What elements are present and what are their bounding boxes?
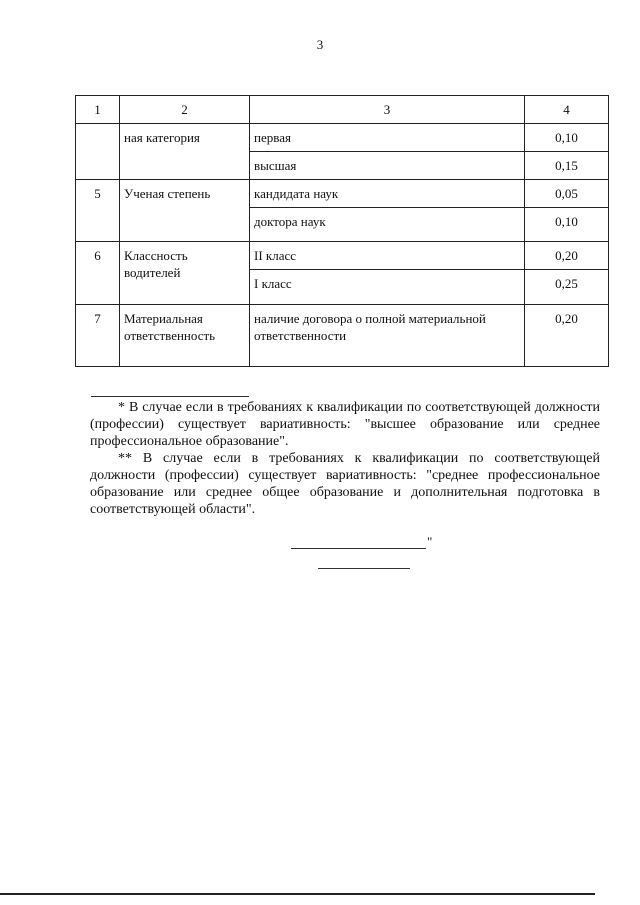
header-col-4: 4 [525, 96, 609, 124]
row-factor: Ученая степень [120, 180, 250, 242]
row-item-label: II класс [250, 242, 525, 270]
row-factor: ная категория [120, 124, 250, 180]
footnote-2: ** В случае если в требованиях к квалификации по соответствующей должности (профессии) существует вариативность: "среднее профессиональное образование или среднее общее образование и дополнительная подготовка в соответствующей области". [90, 451, 600, 517]
row-factor: Классность водителей [120, 242, 250, 305]
row-number: 5 [76, 180, 120, 242]
row-item-value: 0,20 [525, 305, 609, 367]
row-item-label: высшая [250, 152, 525, 180]
page-number: 3 [316, 37, 324, 52]
table-row [76, 124, 609, 152]
table-row [76, 180, 609, 208]
coefficients-table [75, 95, 609, 367]
row-item-label: I класс [250, 270, 525, 305]
row-number [76, 124, 120, 180]
scan-edge [0, 893, 595, 895]
row-item-value: 0,10 [525, 124, 609, 152]
table-header-row [76, 96, 609, 124]
header-col-1: 1 [76, 96, 120, 124]
row-item-label: доктора наук [250, 208, 525, 242]
row-item-label: первая [250, 124, 525, 152]
closing-quote: " [427, 534, 433, 549]
closing-line [291, 548, 426, 549]
footnote-1: * В случае если в требованиях к квалификации по соответствующей должности (профессии) существует вариативность: "высшее образование или среднее профессиональное образование". [90, 400, 600, 449]
row-item-value: 0,05 [525, 180, 609, 208]
footnotes [90, 399, 600, 518]
table-row [76, 242, 609, 270]
row-item-label: наличие договора о полной материальной ответственности [250, 305, 525, 367]
table-row [76, 305, 609, 367]
row-item-value: 0,10 [525, 208, 609, 242]
row-item-value: 0,15 [525, 152, 609, 180]
row-factor: Материальная ответственность [120, 305, 250, 367]
row-item-value: 0,25 [525, 270, 609, 305]
row-item-label: кандидата наук [250, 180, 525, 208]
header-col-2: 2 [120, 96, 250, 124]
row-number: 6 [76, 242, 120, 305]
closing-line-short [318, 568, 410, 569]
header-col-3: 3 [250, 96, 525, 124]
row-number: 7 [76, 305, 120, 367]
footnote-separator [91, 396, 249, 397]
row-item-value: 0,20 [525, 242, 609, 270]
